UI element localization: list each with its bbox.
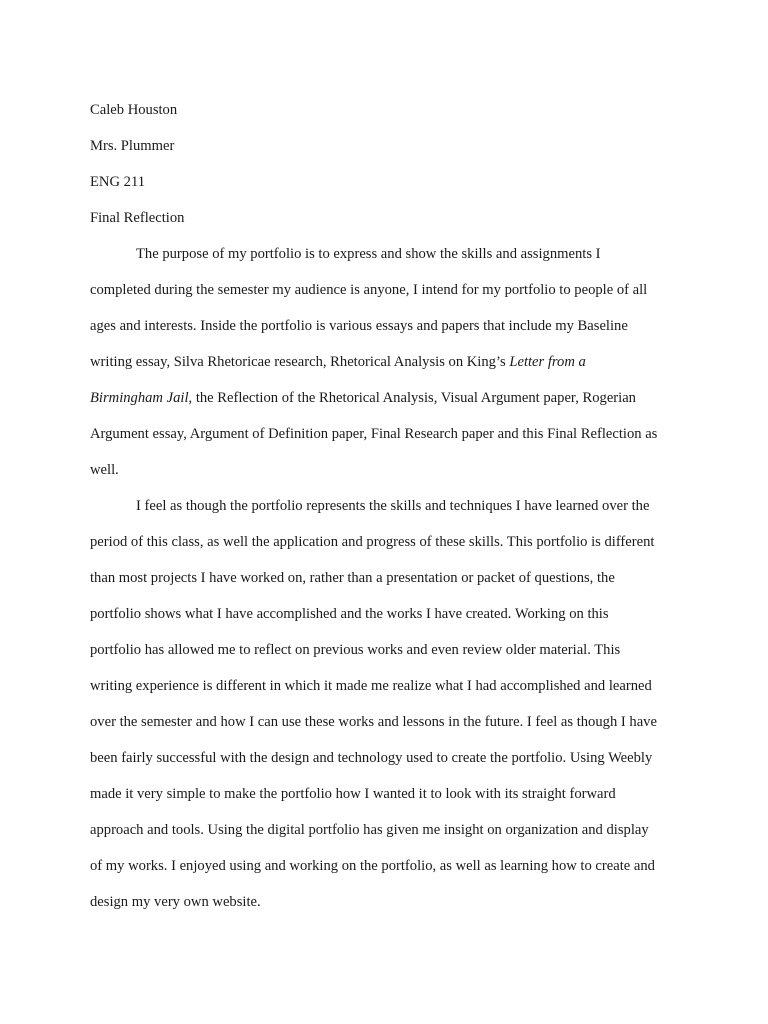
paragraph-reflection xyxy=(90,488,690,920)
paragraph-line: over the semester and how I can use these works and lessons in the future. I feel as though I have xyxy=(90,714,657,730)
paragraph-purpose xyxy=(90,236,690,488)
line-text: writing essay, Silva Rhetoricae research, Rhetorical Analysis on King’s xyxy=(90,354,510,370)
author-name: Caleb Houston xyxy=(90,102,178,118)
paragraph-line: writing experience is different in which it made me realize what I had accomplished and learned xyxy=(90,678,652,694)
paragraph-line xyxy=(90,380,690,416)
paragraph-line: design my very own website. xyxy=(90,894,261,910)
paragraph-line: portfolio has allowed me to reflect on previous works and even review older material. This xyxy=(90,642,621,658)
italic-title-part: Letter from a xyxy=(509,354,586,370)
paragraph-line: The purpose of my portfolio is to express and show the skills and assignments I xyxy=(136,246,601,262)
paragraph-line: made it very simple to make the portfolio how I wanted it to look with its straight forward xyxy=(90,786,616,802)
paragraph-line: approach and tools. Using the digital portfolio has given me insight on organization and display xyxy=(90,822,649,838)
instructor-name: Mrs. Plummer xyxy=(90,138,175,154)
line-text: , the Reflection of the Rhetorical Analysis, Visual Argument paper, Rogerian xyxy=(188,390,636,406)
paragraph-line: completed during the semester my audience is anyone, I intend for my portfolio to people of all xyxy=(90,282,648,298)
paragraph-line xyxy=(90,344,690,380)
paragraph-line: portfolio shows what I have accomplished and the works I have created. Working on this xyxy=(90,606,609,622)
document-body xyxy=(90,92,690,920)
document-title: Final Reflection xyxy=(90,210,185,226)
paragraph-line: period of this class, as well the application and progress of these skills. This portfolio is different xyxy=(90,534,655,550)
paragraph-line: well. xyxy=(90,462,119,478)
paragraph-line: Argument essay, Argument of Definition paper, Final Research paper and this Final Reflection as xyxy=(90,426,658,442)
paragraph-line: of my works. I enjoyed using and working on the portfolio, as well as learning how to create and xyxy=(90,858,655,874)
paragraph-line: ages and interests. Inside the portfolio is various essays and papers that include my Baseline xyxy=(90,318,628,334)
italic-title-part: Birmingham Jail xyxy=(90,390,189,406)
course-code: ENG 211 xyxy=(90,174,145,190)
paragraph-line: than most projects I have worked on, rather than a presentation or packet of questions, the xyxy=(90,570,615,586)
paragraph-line: I feel as though the portfolio represents the skills and techniques I have learned over the xyxy=(136,498,650,514)
paragraph-line: been fairly successful with the design and technology used to create the portfolio. Using Weebly xyxy=(90,750,653,766)
